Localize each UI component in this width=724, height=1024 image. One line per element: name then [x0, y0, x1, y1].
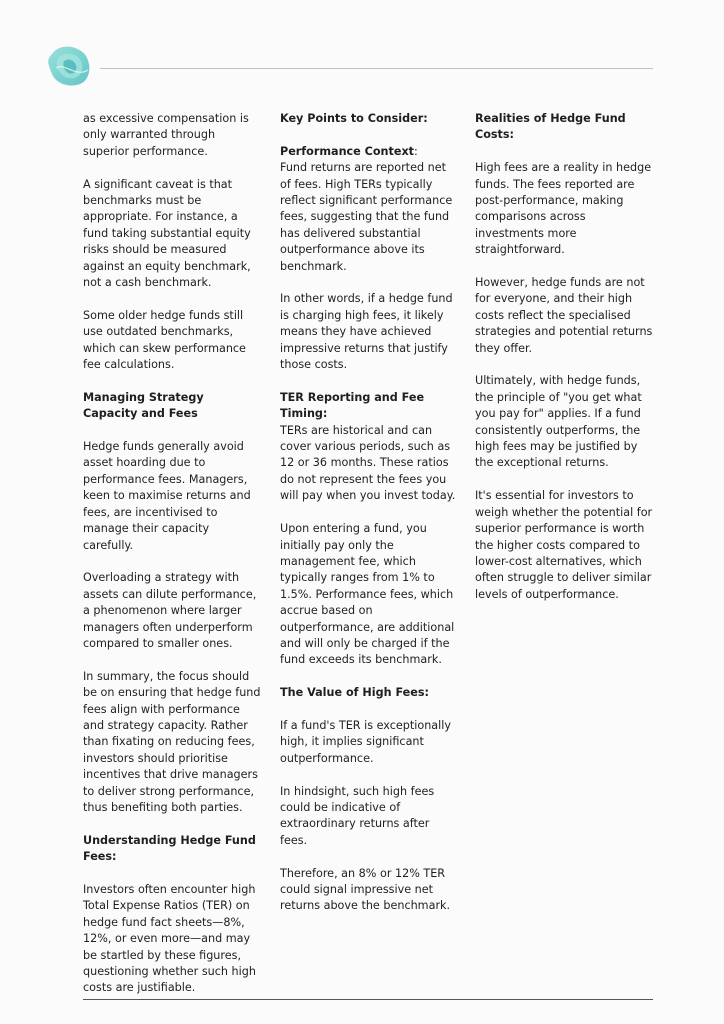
- paragraph: It's essential for investors to weigh whether the potential for superior performance is worth the higher costs compared to lower-cost alternatives, which often struggle to deliver similar levels of outperformance.: [475, 489, 653, 601]
- paragraph: In other words, if a hedge fund is charging high fees, it likely means they have achieved impressive returns that justify those costs.: [280, 292, 453, 372]
- paragraph: Therefore, an 8% or 12% TER could signal impressive net returns above the benchmark.: [280, 866, 451, 913]
- paragraph: TERs are historical and can cover various periods, such as 12 or 36 months. These ratios do not represent the fees you will pay when you invest today.: [280, 423, 456, 503]
- section-heading: Realities of Hedge Fund Costs:: [475, 112, 626, 142]
- paragraph: Fund returns are reported net of fees. High TERs typically reflect significant performance fees, suggesting that the fund has delivered substantial outperformance above its benchmark.: [280, 161, 453, 273]
- paragraph: In hindsight, such high fees could be indicative of extraordinary returns after fees.: [280, 784, 435, 847]
- paragraph: If a fund's TER is exceptionally high, it implies significant outperformance.: [280, 718, 451, 765]
- footer-rule: [83, 999, 653, 1000]
- column-1: [83, 111, 261, 1013]
- section-heading: Managing Strategy Capacity and Fees: [83, 390, 204, 421]
- column-3: [475, 111, 655, 620]
- paragraph: Upon entering a fund, you initially pay only the management fee, which typically ranges from 1% to 1.5%. Performance fees, which accrue based on outperformance, are additional and will only be charged if the fund exceeds its benchmark.: [280, 522, 455, 667]
- paragraph: Hedge funds generally avoid asset hoarding due to performance fees. Managers, keen to maximise returns and fees, are incentivised to manage their capacity carefully.: [83, 440, 251, 552]
- paragraph: Ultimately, with hedge funds, the principle of "you get what you pay for" applies. If a fund consistently outperforms, the high fees may be justified by the exceptional returns.: [475, 374, 642, 470]
- subheading: Performance Context: [280, 144, 415, 158]
- paragraph: Investors often encounter high Total Expense Ratios (TER) on hedge fund fact sheets—8%, 12%, or even more—and may be startled by these figures, questioning whether such high costs are justifiable.: [83, 882, 256, 995]
- header-rule: [100, 68, 653, 69]
- paragraph: Some older hedge funds still use outdated benchmarks, which can skew performance fee calculations.: [83, 308, 246, 372]
- paragraph: However, hedge funds are not for everyone, and their high costs reflect the specialised strategies and potential returns they offer.: [475, 276, 653, 355]
- paragraph: A significant caveat is that benchmarks must be appropriate. For instance, a fund taking substantial equity risks should be measured against an equity benchmark, not a cash benchmark.: [83, 177, 251, 290]
- section-heading: Understanding Hedge Fund Fees:: [83, 833, 256, 864]
- paragraph: In summary, the focus should be on ensuring that hedge fund fees align with performance and strategy capacity. Rather than fixating on reducing fees, investors should prioritise incentives that drive managers to deliver strong performance, thus benefiting both parties.: [83, 669, 261, 814]
- column-2: [280, 111, 458, 931]
- paragraph: Overloading a strategy with assets can dilute performance, a phenomenon where larger managers often underperform compared to smaller ones.: [83, 571, 257, 650]
- paragraph: High fees are a reality in hedge funds. The fees reported are post-performance, making comparisons across investments more straightforward.: [475, 161, 652, 257]
- subheading-line: [280, 144, 458, 160]
- brand-logo-icon: [46, 44, 94, 90]
- subheading-colon: :: [414, 144, 418, 158]
- subheading: TER Reporting and Fee Timing:: [280, 390, 425, 421]
- section-heading: Key Points to Consider:: [280, 112, 428, 125]
- paragraph: as excessive compensation is only warranted through superior performance.: [83, 112, 249, 158]
- section-heading: The Value of High Fees:: [280, 686, 429, 700]
